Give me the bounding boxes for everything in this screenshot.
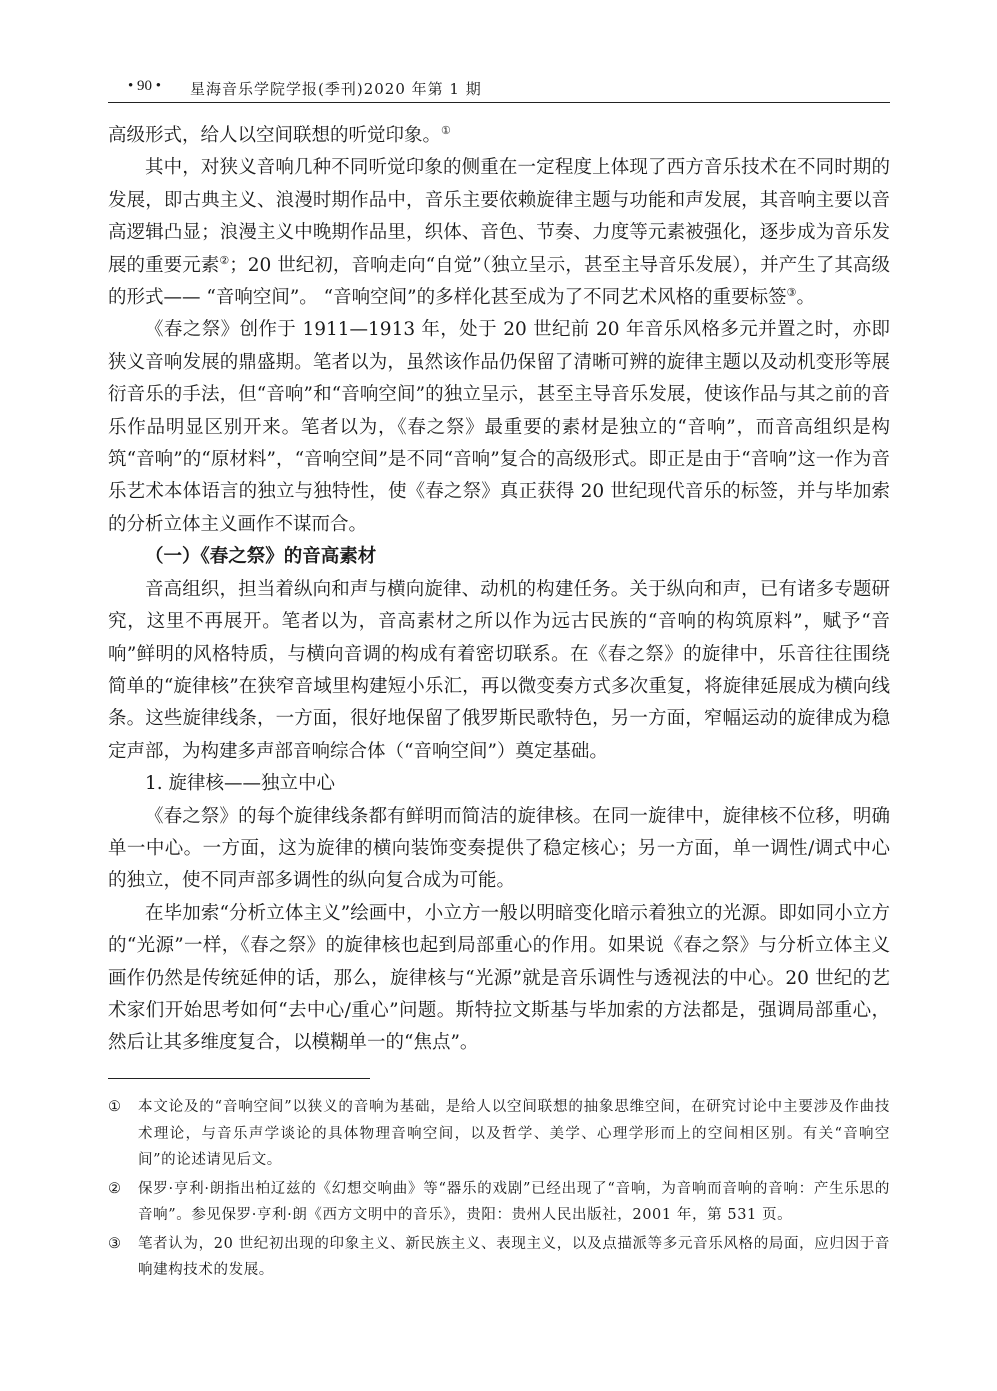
footnote-mark: ② bbox=[108, 1180, 122, 1197]
paragraph-4: 音高组织，担当着纵向和声与横向旋律、动机的构建任务。关于纵向和声，已有诸多专题研究，这里不再展开。笔者以为，音高素材之所以作为远古民族的“音响的构筑原料”，赋予“音响”鲜明的风格特质，与横向音调的构成有着密切联系。在《春之祭》的旋律中，乐音往往围绕简单的“旋律核”在狭窄音域里构建短小乐汇，再以微变奏方式多次重复，将旋律延展成为横向线条。这些旋律线条，一方面，很好地保留了俄罗斯民歌特色，另一方面，窄幅运动的旋律成为稳定声部，为构建多声部音响综合体（“音响空间”）奠定基础。 bbox=[108, 578, 890, 762]
paragraph-1-text: 高级形式，给人以空间联想的听觉印象。 bbox=[108, 125, 442, 146]
running-header bbox=[108, 72, 890, 103]
subsection-heading: 1. 旋律核——独立中心 bbox=[145, 773, 336, 795]
footnote-ref-2[interactable]: ② bbox=[219, 253, 230, 267]
page-number: • 90 • bbox=[128, 78, 162, 94]
footnote-ref-1[interactable]: ① bbox=[441, 124, 451, 137]
footnote-text: 保罗·亨利·朗指出柏辽兹的《幻想交响曲》等“器乐的戏剧”已经出现了“音响，为音响而音响的音响：产生乐思的音响”。参见保罗·亨利·朗《西方文明中的音乐》，贵阳：贵州人民出版社，2001 年，第 531 页。 bbox=[138, 1180, 890, 1223]
footnote-ref-3[interactable]: ③ bbox=[786, 286, 797, 300]
footnote-divider bbox=[108, 1078, 370, 1079]
paragraph-2 bbox=[108, 152, 890, 314]
footnote-text: 笔者认为，20 世纪初出现的印象主义、新民族主义、表现主义，以及点描派等多元音乐风格的局面，应归因于音响建构技术的发展。 bbox=[138, 1235, 890, 1278]
article-body bbox=[108, 120, 890, 1060]
paragraph-6: 在毕加索“分析立体主义”绘画中，小立方一般以明暗变化暗示着独立的光源。即如同小立方的“光源”一样，《春之祭》的旋律核也起到局部重心的作用。如果说《春之祭》与分析立体主义画作仍然是传统延伸的话，那么，旋律核与“光源”就是音乐调性与透视法的中心。20 世纪的艺术家们开始思考如何“去中心/重心”问题。斯特拉文斯基与毕加索的方法都是，强调局部重心，然后让其多维度复合，以模糊单一的“焦点”。 bbox=[108, 902, 890, 1054]
paragraph-2-text-b: ；20 世纪初，音响走向“自觉”（独立呈示，甚至主导音乐发展），并产生了其高级的形式—— “音响空间”。 “音响空间”的多样化甚至成为了不同艺术风格的重要标签 bbox=[108, 254, 890, 309]
footnotes bbox=[108, 1094, 890, 1286]
footnote-text: 本文论及的“音响空间”以狭义的音响为基础，是给人以空间联想的抽象思维空间，在研究讨论中主要涉及作曲技术理论，与音乐声学谈论的具体物理音响空间，以及哲学、美学、心理学形而上的空间相区别。有关“音响空间”的论述请见后文。 bbox=[138, 1099, 890, 1168]
footnote-item bbox=[108, 1094, 890, 1174]
journal-title: 星海音乐学院学报(季刊)2020 年第 1 期 bbox=[190, 80, 482, 98]
footnote-mark: ③ bbox=[108, 1235, 122, 1252]
footnote-item bbox=[108, 1231, 890, 1284]
paragraph-1 bbox=[108, 120, 890, 152]
paragraph-5: 《春之祭》的每个旋律线条都有鲜明而简洁的旋律核。在同一旋律中，旋律核不位移，明确单一中心。一方面，这为旋律的横向装饰变奏提供了稳定核心；另一方面，单一调性/调式中心的独立，使不同声部多调性的纵向复合成为可能。 bbox=[108, 805, 890, 892]
footnote-item bbox=[108, 1176, 890, 1229]
paragraph-2-text-a: 其中，对狭义音响几种不同听觉印象的侧重在一定程度上体现了西方音乐技术在不同时期的发展，即古典主义、浪漫时期作品中，音乐主要依赖旋律主题与功能和声发展，其音响主要以音高逻辑凸显；浪漫主义中晚期作品里，织体、音色、节奏、力度等元素被强化，逐步成为音乐发展的重要元素 bbox=[108, 157, 890, 276]
paragraph-3: 《春之祭》创作于 1911—1913 年，处于 20 世纪前 20 年音乐风格多元并置之时，亦即狭义音响发展的鼎盛期。笔者以为，虽然该作品仍保留了清晰可辨的旋律主题以及动机变形等展衍音乐的手法，但“音响”和“音响空间”的独立呈示，甚至主导音乐发展，使该作品与其之前的音乐作品明显区别开来。笔者以为，《春之祭》最重要的素材是独立的“音响”，而音高组织是构筑“音响”的“原材料”，“音响空间”是不同“音响”复合的高级形式。即正是由于“音响”这一作为音乐艺术本体语言的独立与独特性，使《春之祭》真正获得 20 世纪现代音乐的标签，并与毕加索的分析立体主义画作不谋而合。 bbox=[108, 319, 890, 535]
section-heading: （一）《春之祭》的音高素材 bbox=[145, 546, 377, 568]
paragraph-2-text-c: 。 bbox=[796, 287, 815, 309]
footnote-mark: ① bbox=[108, 1099, 122, 1115]
